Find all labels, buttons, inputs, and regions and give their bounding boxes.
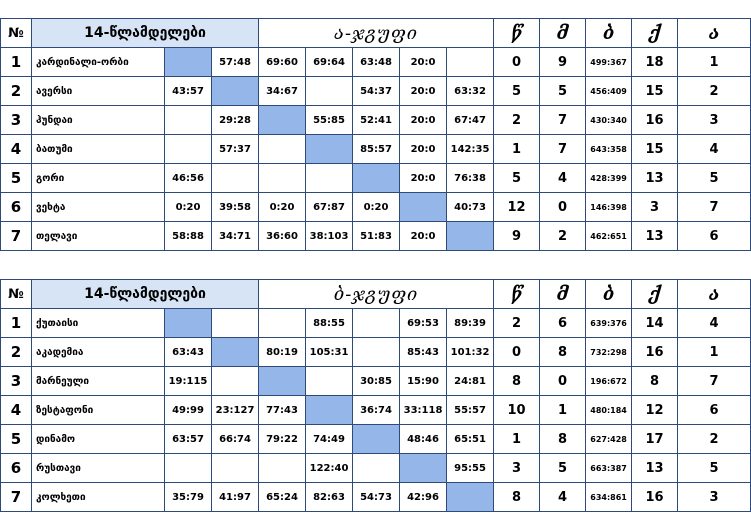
losses: 5 (540, 77, 586, 106)
group-title: ა-ჯგუფი (259, 19, 494, 48)
match-result: 54:37 (353, 77, 400, 106)
match-result: 19:115 (165, 367, 212, 396)
match-result: 41:97 (212, 483, 259, 512)
losses: 4 (540, 483, 586, 512)
losses: 9 (540, 48, 586, 77)
place: 7 (678, 367, 751, 396)
team-name: რუსთავი (32, 454, 165, 483)
match-result: 48:46 (400, 425, 447, 454)
match-result: 63:48 (353, 48, 400, 77)
losses: 0 (540, 193, 586, 222)
points: 16 (632, 338, 678, 367)
points: 8 (632, 367, 678, 396)
match-result: 122:40 (306, 454, 353, 483)
table-row (1, 309, 751, 338)
row-number: 7 (1, 483, 32, 512)
wins: 1 (494, 425, 540, 454)
points: 13 (632, 454, 678, 483)
wins: 0 (494, 338, 540, 367)
place: 4 (678, 309, 751, 338)
match-result: 20:0 (400, 164, 447, 193)
losses: 2 (540, 222, 586, 251)
losses: 8 (540, 338, 586, 367)
match-result: 55:85 (306, 106, 353, 135)
match-result (212, 367, 259, 396)
match-result: 65:24 (259, 483, 306, 512)
match-result: 20:0 (400, 106, 447, 135)
team-name: კოლხეთი (32, 483, 165, 512)
losses: 1 (540, 396, 586, 425)
match-result: 46:56 (165, 164, 212, 193)
row-number: 6 (1, 454, 32, 483)
self-match-cell (306, 135, 353, 164)
match-result: 76:38 (447, 164, 494, 193)
match-result: 89:39 (447, 309, 494, 338)
match-result: 85:43 (400, 338, 447, 367)
place: 7 (678, 193, 751, 222)
match-result: 54:73 (353, 483, 400, 512)
team-name: ბათუმი (32, 135, 165, 164)
match-result: 20:0 (400, 222, 447, 251)
match-result (259, 135, 306, 164)
table-row (1, 135, 751, 164)
self-match-cell (259, 106, 306, 135)
points: 15 (632, 77, 678, 106)
match-result: 39:58 (212, 193, 259, 222)
number-header: № (1, 19, 32, 48)
header-row (1, 280, 751, 309)
team-name: გორი (32, 164, 165, 193)
place: 2 (678, 77, 751, 106)
stat-header: ქ (632, 19, 678, 48)
points: 15 (632, 135, 678, 164)
table-row (1, 77, 751, 106)
wins: 0 (494, 48, 540, 77)
table-row (1, 338, 751, 367)
match-result: 57:48 (212, 48, 259, 77)
match-result: 51:83 (353, 222, 400, 251)
match-result: 35:79 (165, 483, 212, 512)
table-row (1, 164, 751, 193)
self-match-cell (259, 367, 306, 396)
table-row (1, 425, 751, 454)
match-result (447, 48, 494, 77)
match-result: 23:127 (212, 396, 259, 425)
match-result: 57:37 (212, 135, 259, 164)
points: 18 (632, 48, 678, 77)
wins: 3 (494, 454, 540, 483)
row-number: 1 (1, 48, 32, 77)
group-title: ბ-ჯგუფი (259, 280, 494, 309)
row-number: 5 (1, 164, 32, 193)
table-row (1, 483, 751, 512)
goal-difference: 643:358 (586, 135, 632, 164)
stat-header: ბ (586, 19, 632, 48)
points: 14 (632, 309, 678, 338)
row-number: 3 (1, 106, 32, 135)
wins: 9 (494, 222, 540, 251)
table-row (1, 106, 751, 135)
match-result: 38:103 (306, 222, 353, 251)
match-result (306, 367, 353, 396)
losses: 0 (540, 367, 586, 396)
match-result: 67:87 (306, 193, 353, 222)
self-match-cell (447, 483, 494, 512)
match-result: 42:96 (400, 483, 447, 512)
match-result: 67:47 (447, 106, 494, 135)
points: 13 (632, 222, 678, 251)
goal-difference: 430:340 (586, 106, 632, 135)
stat-header: მ (540, 280, 586, 309)
losses: 7 (540, 135, 586, 164)
self-match-cell (165, 48, 212, 77)
points: 13 (632, 164, 678, 193)
row-number: 3 (1, 367, 32, 396)
place: 1 (678, 48, 751, 77)
match-result: 77:43 (259, 396, 306, 425)
match-result: 49:99 (165, 396, 212, 425)
match-result (353, 338, 400, 367)
match-result: 65:51 (447, 425, 494, 454)
losses: 4 (540, 164, 586, 193)
match-result (259, 454, 306, 483)
match-result: 24:81 (447, 367, 494, 396)
team-name: დინამო (32, 425, 165, 454)
row-number: 4 (1, 135, 32, 164)
match-result: 40:73 (447, 193, 494, 222)
place: 1 (678, 338, 751, 367)
points: 17 (632, 425, 678, 454)
match-result (212, 454, 259, 483)
stat-header: ბ (586, 280, 632, 309)
match-result: 88:55 (306, 309, 353, 338)
losses: 6 (540, 309, 586, 338)
losses: 5 (540, 454, 586, 483)
team-name: ზესტაფონი (32, 396, 165, 425)
goal-difference: 639:376 (586, 309, 632, 338)
table-row (1, 48, 751, 77)
match-result (165, 106, 212, 135)
match-result (212, 164, 259, 193)
table-row (1, 396, 751, 425)
place: 6 (678, 222, 751, 251)
place: 6 (678, 396, 751, 425)
team-name: კარდინალი-ორბი (32, 48, 165, 77)
wins: 2 (494, 106, 540, 135)
place: 5 (678, 164, 751, 193)
stat-header: ა (678, 19, 751, 48)
match-result: 34:67 (259, 77, 306, 106)
match-result: 34:71 (212, 222, 259, 251)
header-row (1, 19, 751, 48)
losses: 7 (540, 106, 586, 135)
match-result: 69:53 (400, 309, 447, 338)
number-header: № (1, 280, 32, 309)
team-name: ვეხტა (32, 193, 165, 222)
self-match-cell (165, 309, 212, 338)
match-result: 63:43 (165, 338, 212, 367)
match-result: 43:57 (165, 77, 212, 106)
match-result: 36:74 (353, 396, 400, 425)
row-number: 4 (1, 396, 32, 425)
group-b-table (0, 279, 751, 512)
team-name: ავერსი (32, 77, 165, 106)
match-result: 20:0 (400, 77, 447, 106)
match-result: 95:55 (447, 454, 494, 483)
match-result: 63:32 (447, 77, 494, 106)
place: 5 (678, 454, 751, 483)
stat-header: ქ (632, 280, 678, 309)
points: 12 (632, 396, 678, 425)
match-result: 20:0 (400, 135, 447, 164)
match-result (165, 454, 212, 483)
place: 2 (678, 425, 751, 454)
match-result: 66:74 (212, 425, 259, 454)
goal-difference: 499:367 (586, 48, 632, 77)
goal-difference: 462:651 (586, 222, 632, 251)
wins: 8 (494, 367, 540, 396)
wins: 1 (494, 135, 540, 164)
group-a-table (0, 18, 751, 251)
points: 3 (632, 193, 678, 222)
self-match-cell (212, 77, 259, 106)
row-number: 2 (1, 338, 32, 367)
match-result: 69:64 (306, 48, 353, 77)
wins: 2 (494, 309, 540, 338)
stat-header: ა (678, 280, 751, 309)
wins: 12 (494, 193, 540, 222)
match-result: 82:63 (306, 483, 353, 512)
row-number: 6 (1, 193, 32, 222)
match-result: 69:60 (259, 48, 306, 77)
team-name: მარნეული (32, 367, 165, 396)
match-result (306, 77, 353, 106)
match-result: 0:20 (353, 193, 400, 222)
place: 3 (678, 483, 751, 512)
match-result (353, 309, 400, 338)
match-result: 79:22 (259, 425, 306, 454)
match-result (212, 309, 259, 338)
place: 4 (678, 135, 751, 164)
match-result: 80:19 (259, 338, 306, 367)
table-row (1, 193, 751, 222)
losses: 8 (540, 425, 586, 454)
age-category-title: 14-წლამდელები (32, 280, 259, 309)
wins: 10 (494, 396, 540, 425)
match-result: 30:85 (353, 367, 400, 396)
goal-difference: 634:861 (586, 483, 632, 512)
wins: 8 (494, 483, 540, 512)
match-result: 58:88 (165, 222, 212, 251)
row-number: 5 (1, 425, 32, 454)
wins: 5 (494, 164, 540, 193)
match-result: 15:90 (400, 367, 447, 396)
stat-header: წ (494, 19, 540, 48)
points: 16 (632, 106, 678, 135)
goal-difference: 456:409 (586, 77, 632, 106)
wins: 5 (494, 77, 540, 106)
self-match-cell (306, 396, 353, 425)
match-result (353, 454, 400, 483)
match-result (306, 164, 353, 193)
team-name: აკადემია (32, 338, 165, 367)
age-category-title: 14-წლამდელები (32, 19, 259, 48)
match-result: 74:49 (306, 425, 353, 454)
match-result: 85:57 (353, 135, 400, 164)
goal-difference: 428:399 (586, 164, 632, 193)
match-result: 33:118 (400, 396, 447, 425)
team-name: ჰუნდაი (32, 106, 165, 135)
row-number: 7 (1, 222, 32, 251)
match-result: 52:41 (353, 106, 400, 135)
place: 3 (678, 106, 751, 135)
goal-difference: 663:387 (586, 454, 632, 483)
match-result (259, 309, 306, 338)
goal-difference: 146:398 (586, 193, 632, 222)
match-result: 0:20 (165, 193, 212, 222)
match-result: 101:32 (447, 338, 494, 367)
match-result: 142:35 (447, 135, 494, 164)
self-match-cell (353, 425, 400, 454)
team-name: თელავი (32, 222, 165, 251)
self-match-cell (400, 193, 447, 222)
self-match-cell (212, 338, 259, 367)
match-result: 36:60 (259, 222, 306, 251)
goal-difference: 480:184 (586, 396, 632, 425)
match-result: 105:31 (306, 338, 353, 367)
points: 16 (632, 483, 678, 512)
goal-difference: 627:428 (586, 425, 632, 454)
stat-header: მ (540, 19, 586, 48)
table-row (1, 367, 751, 396)
match-result: 29:28 (212, 106, 259, 135)
match-result (259, 164, 306, 193)
match-result: 63:57 (165, 425, 212, 454)
goal-difference: 196:672 (586, 367, 632, 396)
self-match-cell (353, 164, 400, 193)
row-number: 1 (1, 309, 32, 338)
stat-header: წ (494, 280, 540, 309)
self-match-cell (400, 454, 447, 483)
goal-difference: 732:298 (586, 338, 632, 367)
row-number: 2 (1, 77, 32, 106)
match-result: 0:20 (259, 193, 306, 222)
match-result (165, 135, 212, 164)
table-row (1, 222, 751, 251)
team-name: ქუთაისი (32, 309, 165, 338)
match-result: 20:0 (400, 48, 447, 77)
self-match-cell (447, 222, 494, 251)
table-row (1, 454, 751, 483)
match-result: 55:57 (447, 396, 494, 425)
